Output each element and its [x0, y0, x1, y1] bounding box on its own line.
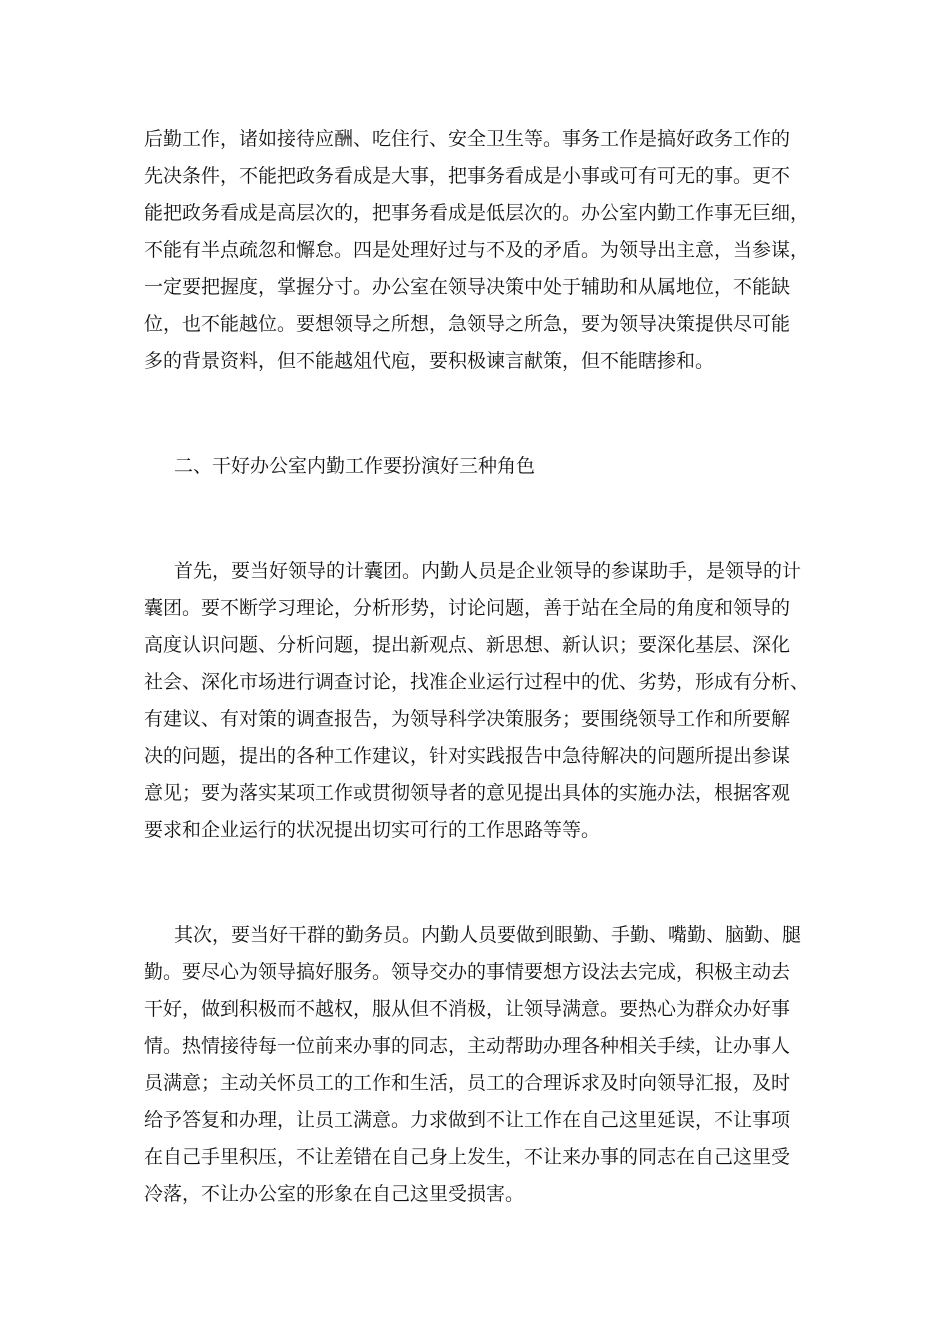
- paragraph-line: 先决条件，不能把政务看成是大事，把事务看成是小事或可有可无的事。更不: [144, 165, 791, 187]
- section-heading: 二、干好办公室内勤工作要扮演好三种角色: [174, 455, 536, 477]
- paragraph-line: 干好，做到积极而不越权，服从但不消极，让领导满意。要热心为群众办好事: [144, 998, 791, 1020]
- paragraph-line: 有建议、有对策的调查报告，为领导科学决策服务；要围绕领导工作和所要解: [144, 708, 791, 730]
- paragraph-line: 员满意；主动关怀员工的工作和生活，员工的合理诉求及时向领导汇报，及时: [144, 1072, 791, 1094]
- paragraph-line: 囊团。要不断学习理论，分析形势，讨论问题，善于站在全局的角度和领导的: [144, 597, 791, 619]
- paragraph-line: 勤。要尽心为领导搞好服务。领导交办的事情要想方设法去完成，积极主动去: [144, 961, 791, 983]
- paragraph-line: 多的背景资料，但不能越俎代庖，要积极谏言献策，但不能瞎掺和。: [144, 350, 715, 372]
- paragraph-line: 首先，要当好领导的计囊团。内勤人员是企业领导的参谋助手，是领导的计: [174, 560, 802, 582]
- paragraph-line: 情。热情接待每一位前来办事的同志，主动帮助办理各种相关手续，让办事人: [144, 1035, 791, 1057]
- paragraph-line: 不能有半点疏忽和懈怠。四是处理好过与不及的矛盾。为领导出主意，当参谋，: [144, 239, 810, 261]
- paragraph-line: 位，也不能越位。要想领导之所想，急领导之所急，要为领导决策提供尽可能: [144, 313, 791, 335]
- paragraph-line: 冷落，不让办公室的形象在自己这里受损害。: [144, 1183, 525, 1205]
- paragraph-line: 其次，要当好干群的勤务员。内勤人员要做到眼勤、手勤、嘴勤、脑勤、腿: [174, 924, 802, 946]
- paragraph-line: 给予答复和办理，让员工满意。力求做到不让工作在自己这里延误，不让事项: [144, 1109, 791, 1131]
- paragraph-line: 能把政务看成是高层次的，把事务看成是低层次的。办公室内勤工作事无巨细，: [144, 202, 810, 224]
- paragraph-line: 要求和企业运行的状况提出切实可行的工作思路等等。: [144, 819, 601, 841]
- paragraph-line: 后勤工作，诸如接待应酬、吃住行、安全卫生等。事务工作是搞好政务工作的: [144, 128, 791, 150]
- paragraph-line: 意见；要为落实某项工作或贯彻领导者的意见提出具体的实施办法，根据客观: [144, 782, 791, 804]
- paragraph-line: 一定要把握度，掌握分寸。办公室在领导决策中处于辅助和从属地位，不能缺: [144, 276, 791, 298]
- paragraph-line: 社会、深化市场进行调查讨论，找准企业运行过程中的优、劣势，形成有分析、: [144, 671, 810, 693]
- paragraph-line: 决的问题，提出的各种工作建议，针对实践报告中急待解决的问题所提出参谋: [144, 745, 791, 767]
- paragraph-line: 高度认识问题、分析问题，提出新观点、新思想、新认识；要深化基层、深化: [144, 634, 791, 656]
- paragraph-line: 在自己手里积压，不让差错在自己身上发生，不让来办事的同志在自己这里受: [144, 1146, 791, 1168]
